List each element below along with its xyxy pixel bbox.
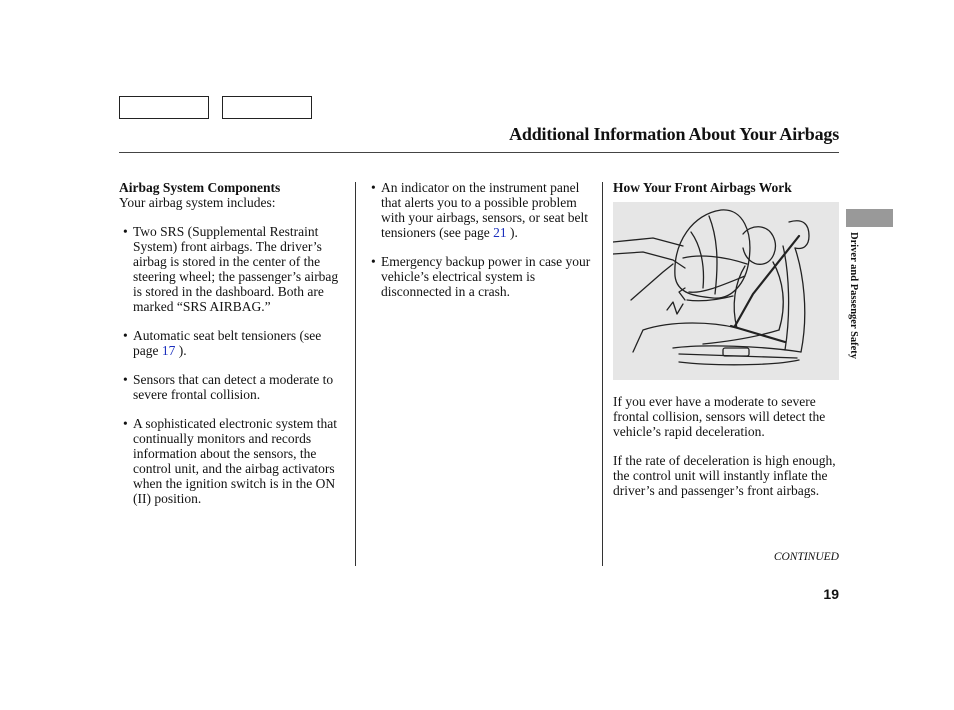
list-item-text: Automatic seat belt tensioners (see page [133,328,322,358]
list-item-text: ). [175,343,187,358]
list-item-text: A sophisticated electronic system that continually monitors and records information about the sensors, the control unit, and the airbag activators when the ignition switch is in the ON (II) position. [133,416,337,506]
section-tab-label: Driver and Passenger Safety [848,232,859,360]
list-item: • Two SRS (Supplemental Restraint System) front airbags. The driver’s airbag is stored in the center of the steering wheel; the passenger’s airbag is stored in the dashboard. Both are marked “SRS AIRBAG.” [123,224,339,314]
list-item: • Automatic seat belt tensioners (see page 17 ). [123,328,322,358]
list-item-text: An indicator on the instrument panel that alerts you to a possible problem with your airbags, sensors, or seat belt tensioners (see page [381,180,588,240]
continued-label: CONTINUED [773,551,839,563]
page-title: Additional Information About Your Airbags [509,124,839,144]
page-link-21[interactable]: 21 [493,225,507,240]
nav-button-next[interactable] [222,96,312,119]
column-how-it-works [613,180,841,498]
column-components [119,180,349,506]
list-item-text: Two SRS (Supplemental Restraint System) front airbags. The driver’s airbag is stored in the center of the steering wheel; the passenger’s airbag is stored in the dashboard. Both are marked “SRS AIRBAG.” [133,224,339,314]
column-divider [355,182,356,566]
section-heading-how-it-works: How Your Front Airbags Work [613,180,792,195]
section-heading-components: Airbag System Components [119,180,281,195]
title-rule [119,152,839,153]
column-divider [602,182,603,566]
section-tab [846,209,893,227]
page-number: 19 [823,586,839,602]
how-it-works-paragraph-1: If you ever have a moderate to severe frontal collision, sensors will detect the vehicle’s rapid deceleration. [613,394,826,439]
list-item: • An indicator on the instrument panel that alerts you to a possible problem with your airbags, sensors, or seat belt tensioners (see page 21 ). [371,180,588,240]
driver-airbag-drawing [613,202,839,380]
page-link-17[interactable]: 17 [161,343,176,358]
nav-button-previous[interactable] [119,96,209,119]
list-item: • Emergency backup power in case your vehicle’s electrical system is disconnected in a crash. [371,254,591,299]
list-item-text: ). [506,225,518,240]
list-item: • Sensors that can detect a moderate to severe frontal collision. [123,372,334,402]
airbag-illustration [613,202,839,380]
list-item-text: Emergency backup power in case your vehicle’s electrical system is disconnected in a crash. [381,254,591,299]
column-components-continued [367,180,591,299]
list-item: • A sophisticated electronic system that continually monitors and records information about the sensors, the control unit, and the airbag activators when the ignition switch is in the ON (II) position. [123,416,337,506]
how-it-works-paragraph-2: If the rate of deceleration is high enough, the control unit will instantly inflate the driver’s and passenger’s front airbags. [613,453,836,498]
list-item-text: Sensors that can detect a moderate to severe frontal collision. [133,372,334,402]
components-intro: Your airbag system includes: [119,195,276,210]
